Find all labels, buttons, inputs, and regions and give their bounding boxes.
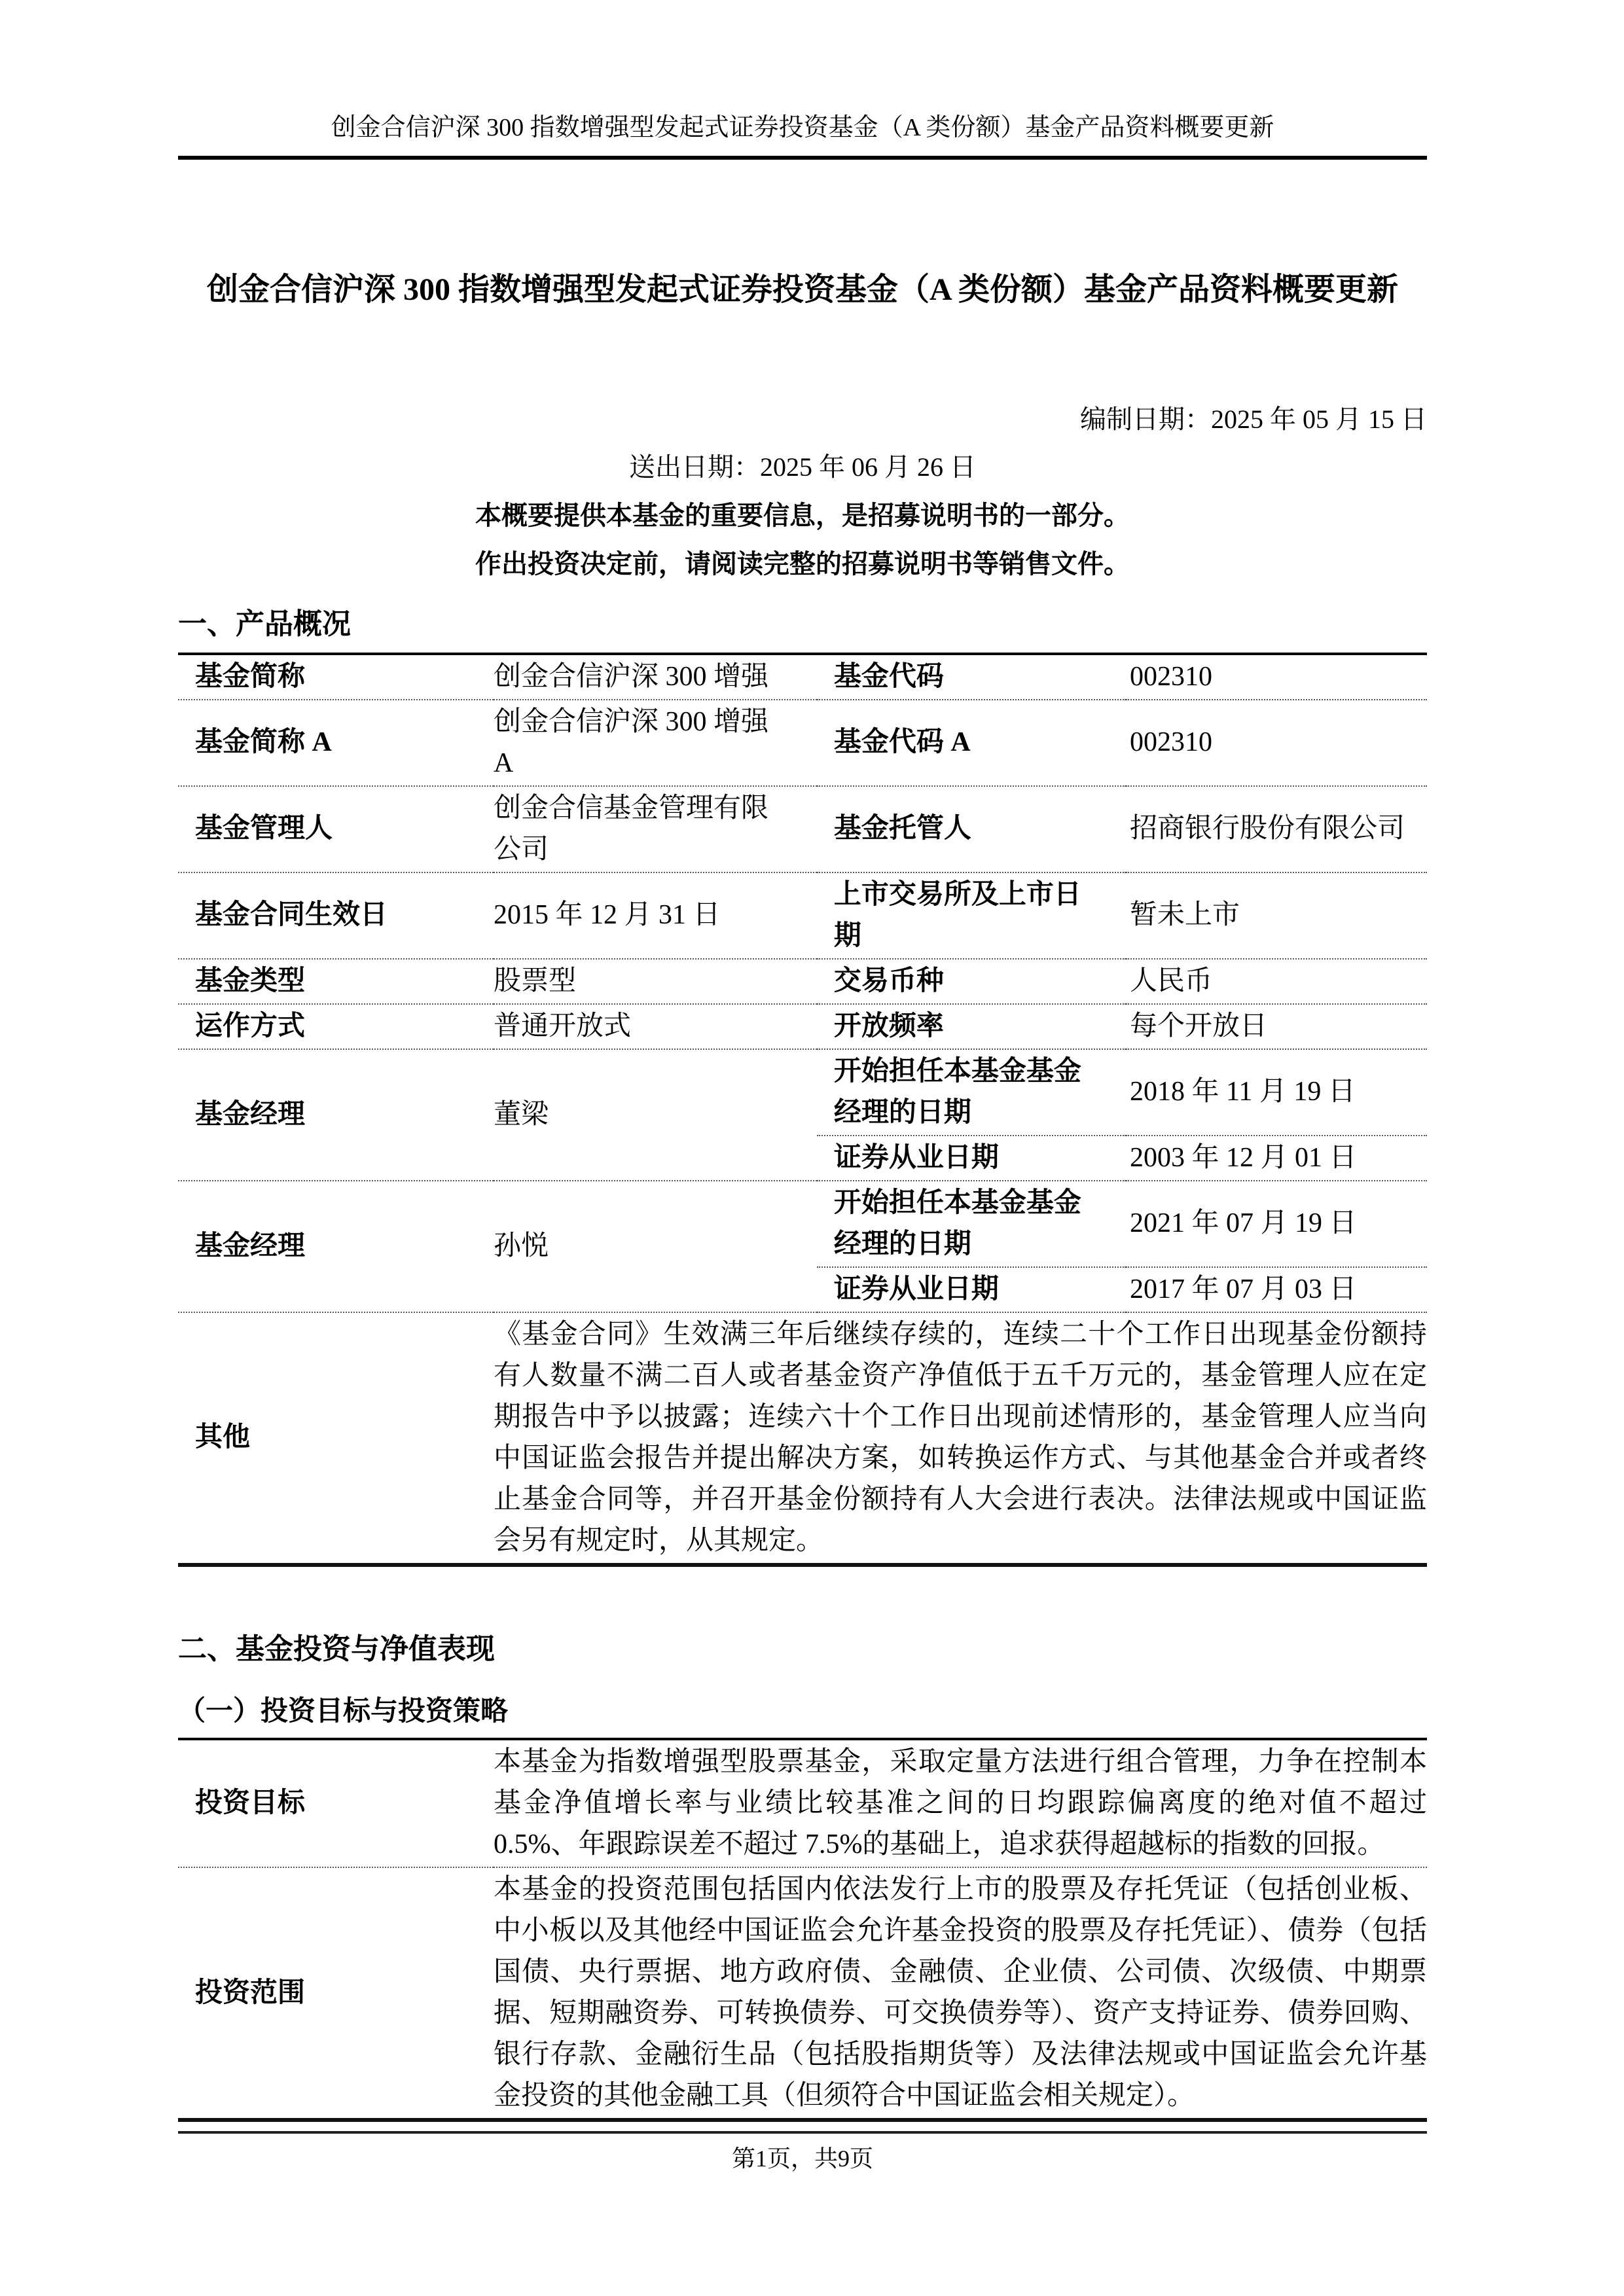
- field-label: 开始担任本基金基金经理的日期: [817, 1181, 1126, 1267]
- section2-subheading: （一）投资目标与投资策略: [178, 1696, 509, 1727]
- table-row-manager-custodian: [178, 786, 1427, 872]
- sent-date-line: 送出日期：2025 年 06 月 26 日: [629, 452, 976, 482]
- field-label: 证券从业日期: [817, 1267, 1126, 1312]
- field-label: 基金代码 A: [817, 700, 1126, 786]
- product-overview-table: [178, 653, 1427, 1567]
- field-value: 创金合信基金管理有限公司: [494, 786, 817, 872]
- field-value: 002310: [1126, 700, 1427, 786]
- field-label: 开放频率: [817, 1004, 1126, 1049]
- field-label: 基金经理: [178, 1049, 494, 1181]
- field-value: 2021 年 07 月 19 日: [1126, 1181, 1427, 1267]
- table-row-operation-frequency: [178, 1004, 1427, 1049]
- field-value: 《基金合同》生效满三年后继续存续的，连续二十个工作日出现基金份额持有人数量不满二百人或者基金资产净值低于五千万元的，基金管理人应在定期报告中予以披露；连续六十个工作日出现前述情形的，基金管理人应当向中国证监会报告并提出解决方案，如转换运作方式、与其他基金合并或者终止基金合同等，并召开基金份额持有人大会进行表决。法律法规或中国证监会另有规定时，从其规定。: [494, 1312, 1427, 1565]
- field-value: 每个开放日: [1126, 1004, 1427, 1049]
- page-number: 第1页，共9页: [731, 2145, 873, 2172]
- field-value: 2017 年 07 月 03 日: [1126, 1267, 1427, 1312]
- field-value: 董梁: [494, 1049, 817, 1181]
- prepared-date-line: 编制日期：2025 年 05 月 15 日: [1080, 404, 1427, 435]
- field-value: 人民币: [1126, 959, 1427, 1004]
- field-value: 股票型: [494, 959, 817, 1004]
- field-label: 交易币种: [817, 959, 1126, 1004]
- field-label: 开始担任本基金基金经理的日期: [817, 1049, 1126, 1136]
- table-row-contract-date-listing: [178, 872, 1427, 959]
- field-value: 2003 年 12 月 01 日: [1126, 1136, 1427, 1181]
- document-title: 创金合信沪深 300 指数增强型发起式证券投资基金（A 类份额）基金产品资料概要更新: [206, 272, 1399, 307]
- section2-heading: 二、基金投资与净值表现: [178, 1632, 495, 1665]
- field-label: 基金简称 A: [178, 700, 494, 786]
- field-label: 基金代码: [833, 661, 944, 692]
- field-value: 本基金为指数增强型股票基金，采取定量方法进行组合管理，力争在控制本基金净值增长率与业绩比较基准之间的日均跟踪偏离度的绝对值不超过 0.5%、年跟踪误差不超过 7.5%的基础上，追求获得超越标的指数的回报。: [493, 1747, 1427, 1860]
- field-label: 基金管理人: [178, 786, 494, 872]
- field-label: 基金简称: [195, 661, 306, 692]
- field-label: 基金类型: [178, 959, 494, 1004]
- field-label: 投资范围: [178, 1867, 494, 2120]
- running-header: 创金合信沪深 300 指数增强型发起式证券投资基金（A 类份额）基金产品资料概要更新: [178, 0, 1427, 160]
- document-page: [178, 0, 1427, 2122]
- table-row-fund-short-name: [178, 654, 1427, 700]
- field-value: 002310: [1129, 661, 1212, 692]
- field-value: 暂未上市: [1126, 872, 1427, 959]
- section1-heading: 一、产品概况: [178, 608, 351, 641]
- table-row-other: [178, 1312, 1427, 1565]
- table-row-fund-type-currency: [178, 959, 1427, 1004]
- field-value: 创金合信沪深 300 增强: [493, 661, 768, 692]
- field-label: 其他: [178, 1312, 494, 1565]
- field-label: 基金经理: [178, 1181, 494, 1312]
- table-row-manager1-start: [178, 1049, 1427, 1136]
- table-row-fund-short-name-a: [178, 700, 1427, 786]
- field-label: 上市交易所及上市日期: [817, 872, 1126, 959]
- field-label: 投资目标: [195, 1788, 306, 1819]
- field-value: 本基金的投资范围包括国内依法发行上市的股票及存托凭证（包括创业板、中小板以及其他经中国证监会允许基金投资的股票及存托凭证）、债券（包括国债、央行票据、地方政府债、金融债、企业债、公司债、次级债、中期票据、短期融资券、可转换债券、可交换债券等）、资产支持证券、债券回购、银行存款、金融衍生品（包括股指期货等）及法律法规或中国证监会允许基金投资的其他金融工具（但须符合中国证监会相关规定）。: [494, 1867, 1427, 2120]
- investment-table: [178, 1738, 1427, 2122]
- field-value: 2015 年 12 月 31 日: [494, 872, 817, 959]
- field-label: 基金合同生效日: [178, 872, 494, 959]
- field-label: 运作方式: [178, 1004, 494, 1049]
- field-value: 招商银行股份有限公司: [1126, 786, 1427, 872]
- field-value: 普通开放式: [494, 1004, 817, 1049]
- table-row-investment-objective: [178, 1739, 1427, 1867]
- table-row-manager2-start: [178, 1181, 1427, 1267]
- notice-line-1: 本概要提供本基金的重要信息，是招募说明书的一部分。: [475, 501, 1130, 531]
- notice-line-2: 作出投资决定前，请阅读完整的招募说明书等销售文件。: [475, 549, 1130, 579]
- field-label: 证券从业日期: [817, 1136, 1126, 1181]
- field-value: 孙悦: [494, 1181, 817, 1312]
- table-row-investment-scope: [178, 1867, 1427, 2120]
- field-value: 2018 年 11 月 19 日: [1126, 1049, 1427, 1136]
- field-label: 基金托管人: [817, 786, 1126, 872]
- page-footer: [178, 2131, 1427, 2174]
- field-value: 创金合信沪深 300 增强 A: [494, 700, 817, 786]
